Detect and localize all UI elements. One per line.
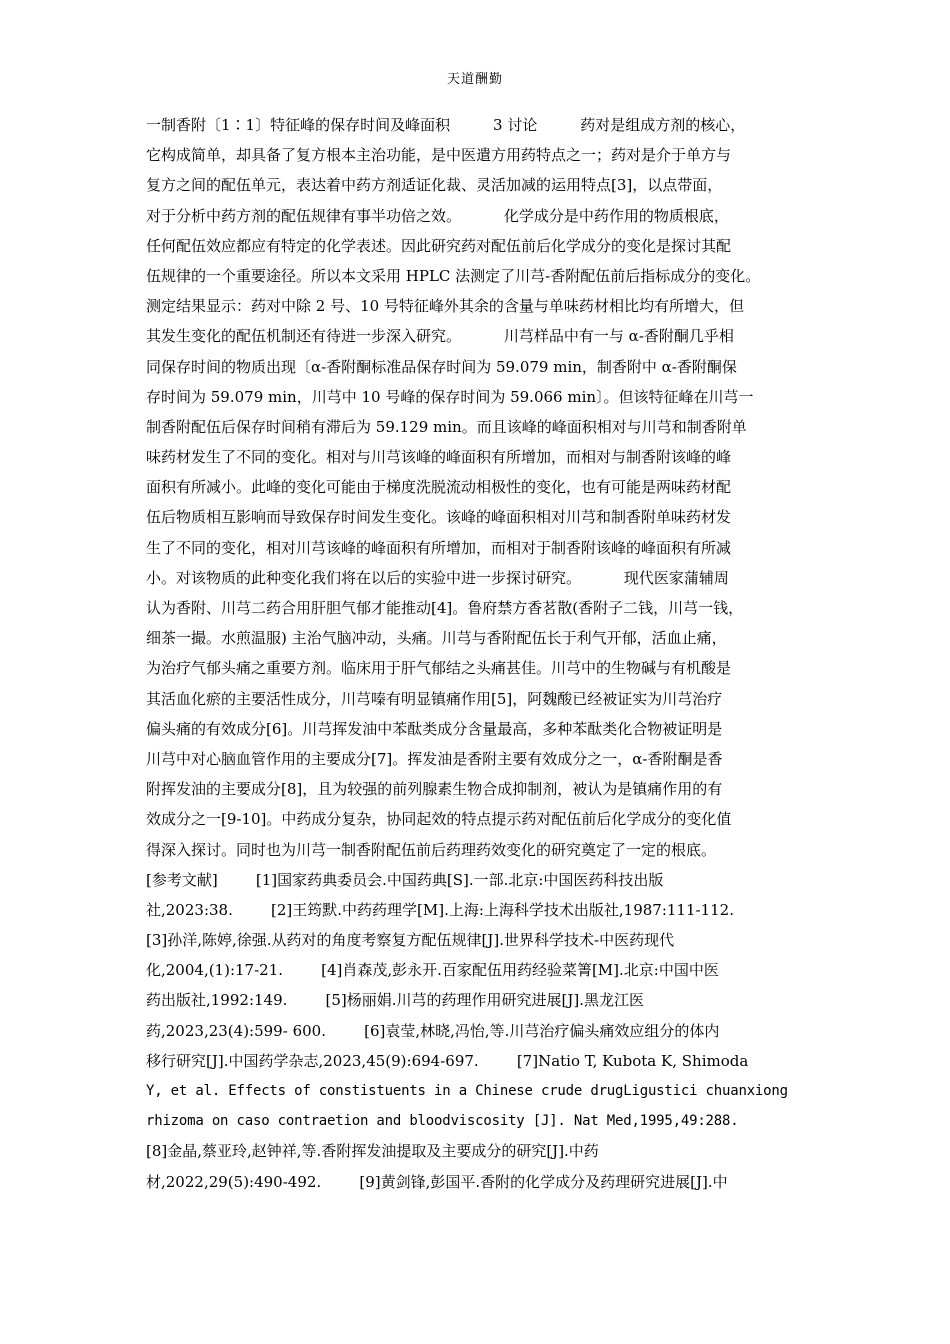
page-header: 天道酬勤 bbox=[446, 72, 503, 87]
text-line: 复方之间的配伍单元，表达着中药方剂适证化裁、灵活加减的运用特点[3]，以点带面， bbox=[146, 176, 723, 195]
text-line: 伍后物质相互影响而导致保存时间发生变化。该峰的峰面积相对川芎和制香附单味药材发 bbox=[146, 508, 732, 527]
text-line: 制香附配伍后保存时间稍有滞后为 59.129 min。而且该峰的峰面积相对与川芎和制香附单 bbox=[146, 417, 747, 436]
text-line: 偏头痛的有效成分[6]。川芎挥发油中苯酞类成分含量最高，多种苯酞类化合物被证明是 bbox=[146, 719, 723, 738]
text-line: 小。对该物质的此种变化我们将在以后的实验中进一步探讨研究。 现代医家蒲辅周 bbox=[146, 568, 729, 587]
text-line: 任何配伍效应都应有特定的化学表述。因此研究药对配伍前后化学成分的变化是探讨其配 bbox=[146, 236, 732, 255]
text-line: 伍规律的一个重要途径。所以本文采用 HPLC 法测定了川芎-香附配伍前后指标成分的变化。 bbox=[146, 266, 761, 285]
text-line: 效成分之一[9-10]。中药成分复杂，协同起效的特点提示药对配伍前后化学成分的变化值 bbox=[146, 810, 732, 829]
text-line: 它构成简单，却具备了复方根本主治功能，是中医遣方用药特点之一；药对是介于单方与 bbox=[146, 146, 732, 165]
text-line: [参考文献] [1]国家药典委员会.中国药典[S].一部.北京:中国医药科技出版 bbox=[146, 870, 664, 889]
text-line: 其活血化瘀的主要活性成分，川芎嗪有明显镇痛作用[5]，阿魏酸已经被证实为川芎治疗 bbox=[146, 689, 723, 708]
text-line: 认为香附、川芎二药合用肝胆气郁才能推动[4]。鲁府禁方香茗散(香附子二钱，川芎一钱， bbox=[146, 599, 744, 617]
text-line: 对于分析中药方剂的配伍规律有事半功倍之效。 化学成分是中药作用的物质根底， bbox=[146, 206, 729, 225]
text-line: [3]孙洋,陈婷,徐强.从药对的角度考察复方配伍规律[J].世界科学技术-中医药现代 bbox=[146, 931, 675, 950]
text-line: rhizoma on caso contraetion and bloodviscosity [J]. Nat Med,1995,49:288. bbox=[146, 1113, 739, 1130]
text-line: 同保存时间的物质出现〔α-香附酮标准品保存时间为 59.079 min，制香附中 α-香附酮保 bbox=[146, 357, 737, 376]
text-line: 社,2023:38. [2]王筠默.中药药理学[M].上海:上海科学技术出版社,1987:111-112. bbox=[146, 900, 734, 919]
text-line: 生了不同的变化，相对川芎该峰的峰面积有所增加，而相对于制香附该峰的峰面积有所减 bbox=[146, 538, 732, 557]
text-line: 化,2004,(1):17-21. [4]肖森茂,彭永开.百家配伍用药经验菜箐[M].北京:中国中医 bbox=[146, 961, 719, 980]
text-line: 为治疗气郁头痛之重要方剂。临床用于肝气郁结之头痛甚佳。川芎中的生物碱与有机酸是 bbox=[146, 659, 732, 678]
text-line: 川芎中对心脑血管作用的主要成分[7]。挥发油是香附主要有效成分之一，α-香附酮是香 bbox=[146, 749, 723, 768]
text-line: 面积有所减小。此峰的变化可能由于梯度洗脱流动相极性的变化，也有可能是两味药材配 bbox=[146, 478, 732, 497]
text-line: [8]金晶,蔡亚玲,赵钟祥,等.香附挥发油提取及主要成分的研究[J].中药 bbox=[146, 1142, 599, 1161]
text-line: 存时间为 59.079 min，川芎中 10 号峰的保存时间为 59.066 min〕。但该特征峰在川芎一 bbox=[146, 387, 754, 406]
text-line: 一制香附〔1∶1〕特征峰的保存时间及峰面积 3 讨论 药对是组成方剂的核心， bbox=[146, 116, 746, 134]
text-line: 材,2022,29(5):490-492. [9]黄剑锋,彭国平.香附的化学成分及药理研究进展[J].中 bbox=[146, 1172, 728, 1191]
text-line: 细茶一撮。水煎温服) 主治气脑冲动，头痛。川芎与香附配伍长于利气开郁，活血止痛， bbox=[146, 629, 727, 648]
text-line: 药出版社,1992:149. [5]杨丽娟.川芎的药理作用研究进展[J].黑龙江医 bbox=[146, 991, 645, 1010]
text-line: 其发生变化的配伍机制还有待进一步深入研究。 川芎样品中有一与 α-香附酮几乎相 bbox=[146, 327, 734, 346]
text-line: 附挥发油的主要成分[8]，且为较强的前列腺素生物合成抑制剂，被认为是镇痛作用的有 bbox=[146, 780, 723, 799]
text-line: 移行研究[J].中国药学杂志,2023,45(9):694-697. [7]Natio T, Kubota K, Shimoda bbox=[146, 1051, 749, 1070]
document-body bbox=[146, 110, 826, 1197]
text-line: 味药材发生了不同的变化。相对与川芎该峰的峰面积有所增加，而相对与制香附该峰的峰 bbox=[146, 448, 732, 467]
text-line: 测定结果显示：药对中除 2 号、10 号特征峰外其余的含量与单味药材相比均有所增大，但 bbox=[146, 297, 744, 316]
text-line: Y, et al. Effects of constistuents in a Chinese crude drugLigustici chuanxiong bbox=[146, 1083, 788, 1099]
text-line: 药,2023,23(4):599- 600. [6]袁莹,林晓,冯怡,等.川芎治疗偏头痛效应组分的体内 bbox=[146, 1021, 720, 1040]
text-line: 得深入探讨。同时也为川芎一制香附配伍前后药理药效变化的研究奠定了一定的根底。 bbox=[146, 840, 717, 859]
